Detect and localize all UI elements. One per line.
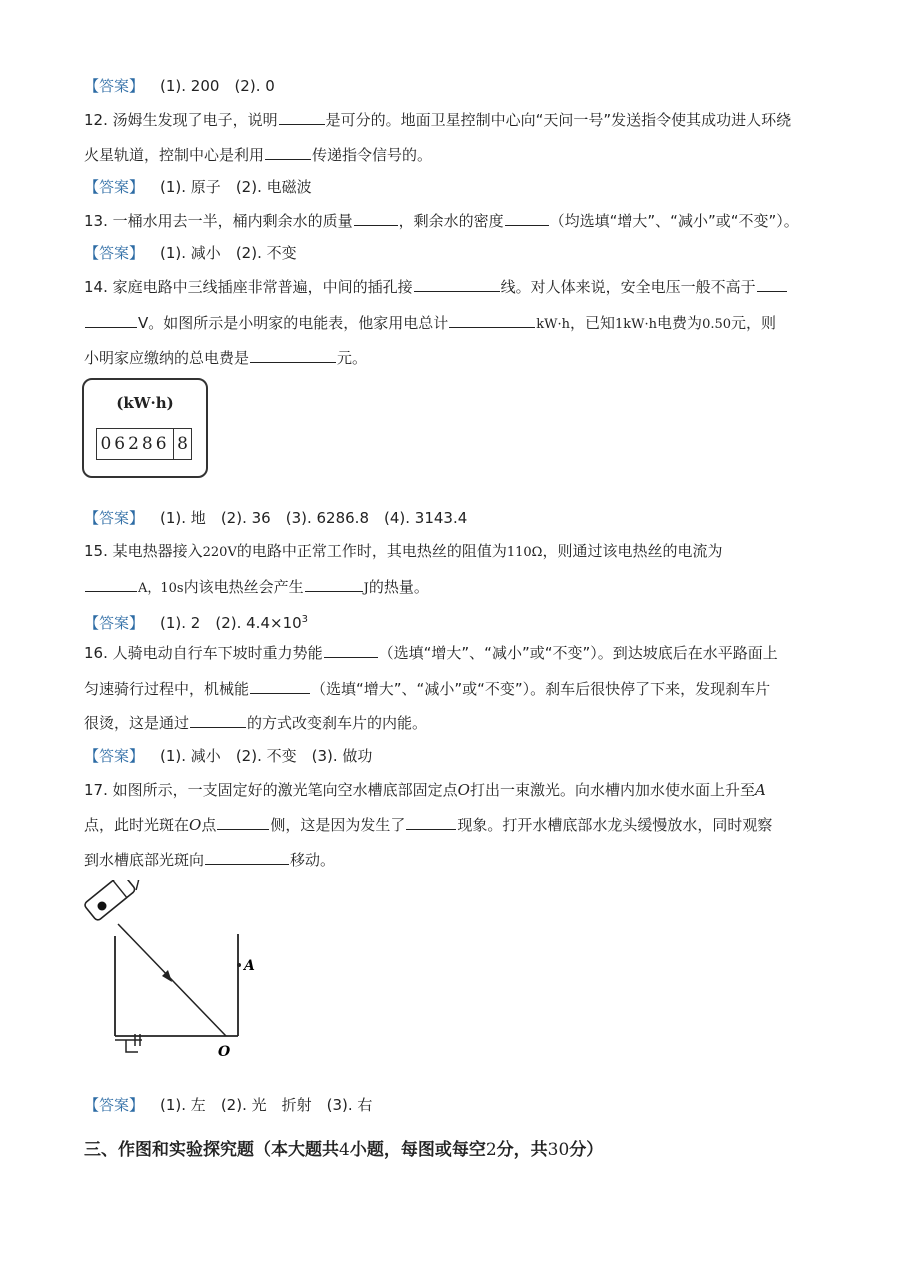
question-14-line-3: 小明家应缴纳的总电费是 元。 xyxy=(84,349,368,367)
question-13: 13. 一桶水用去一半，桶内剩余水的质量 ，剩余水的密度 （均选填“增大”、“减小”或“不变”）。 xyxy=(84,212,799,230)
question-14-line-2: V。如图所示是小明家的电能表，他家用电总计 kW·h，已知1kW·h电费为0.50元，则 xyxy=(84,313,776,335)
answer-blank[interactable] xyxy=(414,277,500,292)
answer-blank[interactable] xyxy=(449,313,535,328)
answer-blank[interactable] xyxy=(217,815,269,830)
section-3-heading: 三、作图和实验探究题（本大题共4小题，每图或每空2分，共30分） xyxy=(84,1140,604,1160)
answer-blank[interactable] xyxy=(85,313,137,328)
meter-integer-digits: 06286 xyxy=(97,429,174,459)
question-17-line-3: 到水槽底部光斑向 移动。 xyxy=(84,851,336,869)
answer-blank[interactable] xyxy=(324,643,378,658)
laser-pen-icon xyxy=(83,880,142,921)
answer-tag: 【答案】 xyxy=(84,509,145,527)
answer-blank[interactable] xyxy=(279,110,325,125)
meter-unit: (kW·h) xyxy=(116,394,174,412)
question-16-line-3: 很烫，这是通过 的方式改变刹车片的内能。 xyxy=(84,714,428,732)
answer-tag: 【答案】 xyxy=(84,1096,145,1114)
answer-tag: 【答案】 xyxy=(84,747,145,765)
answer-blank[interactable] xyxy=(354,211,398,226)
answer-tag: 【答案】 xyxy=(84,244,145,262)
answer-tag: 【答案】 xyxy=(84,614,145,632)
question-16-line-2: 匀速骑行过程中，机械能 （选填“增大”、“减小”或“不变”）。刹车后很快停了下来，发现刹车片 xyxy=(84,680,771,698)
answer-17: 【答案】 (1). 左 (2). 光 折射 (3). 右 xyxy=(84,1096,373,1114)
answer-blank[interactable] xyxy=(757,277,787,292)
answer-blank[interactable] xyxy=(505,211,549,226)
label-o: O xyxy=(218,1044,231,1060)
answer-13: 【答案】 (1). 减小 (2). 不变 xyxy=(84,244,297,262)
question-15-line-1: 15. 某电热器接入220V的电路中正常工作时，其电热丝的阻值为110Ω，则通过该电热丝的电流为 xyxy=(84,542,723,560)
question-17-line-2: 点，此时光斑在O点 侧，这是因为发生了 现象。打开水槽底部水龙头缓慢放水，同时观察 xyxy=(84,816,773,834)
label-a: A xyxy=(244,958,255,974)
answer-blank[interactable] xyxy=(265,145,311,160)
answer-tag: 【答案】 xyxy=(84,77,145,95)
answer-blank[interactable] xyxy=(250,679,310,694)
question-15-line-2: A，10s内该电热丝会产生 J的热量。 xyxy=(84,577,429,599)
answer-11: 【答案】 (1). 200 (2). 0 xyxy=(84,77,275,95)
answer-15: 【答案】 (1). 2 (2). $4.4\times 10^3$ xyxy=(84,614,309,632)
answer-blank[interactable] xyxy=(406,815,456,830)
laser-beam xyxy=(118,924,226,1036)
answer-blank[interactable] xyxy=(85,577,137,592)
question-16-line-1: 16. 人骑电动自行车下坡时重力势能 （选填“增大”、“减小”或“不变”）。到达坡底后在水平路面上 xyxy=(84,644,778,662)
question-14-line-1: 14. 家庭电路中三线插座非常普遍，中间的插孔接 线。对人体来说，安全电压一般不高于 xyxy=(84,277,788,297)
answer-12: 【答案】 (1). 原子 (2). 电磁波 xyxy=(84,178,312,196)
answer-blank[interactable] xyxy=(205,850,289,865)
answer-blank[interactable] xyxy=(190,713,246,728)
question-12-line-1: 12. 汤姆生发现了电子，说明 是可分的。地面卫星控制中心向“天问一号”发送指令使其成功进人环绕 xyxy=(84,111,792,129)
answer-14: 【答案】 (1). 地 (2). 36 (3). 6286.8 (4). 3143.4 xyxy=(84,509,468,527)
laser-dot-icon xyxy=(98,902,107,911)
question-17-line-1: 17. 如图所示，一支固定好的激光笔向空水槽底部固定点O打出一束激光。向水槽内加水使水面上升至A xyxy=(84,781,766,799)
meter-decimal-digit: 8 xyxy=(177,434,188,454)
point-a-marker xyxy=(237,963,241,967)
question-12-line-2: 火星轨道，控制中心是利用 传递指令信号的。 xyxy=(84,146,433,164)
electric-meter-figure xyxy=(82,378,208,478)
laser-water-tank-figure xyxy=(78,880,268,1066)
answer-blank[interactable] xyxy=(305,577,363,592)
answer-16: 【答案】 (1). 减小 (2). 不变 (3). 做功 xyxy=(84,747,373,765)
answer-tag: 【答案】 xyxy=(84,178,145,196)
answer-blank[interactable] xyxy=(250,348,336,363)
meter-reading-box xyxy=(96,428,192,460)
